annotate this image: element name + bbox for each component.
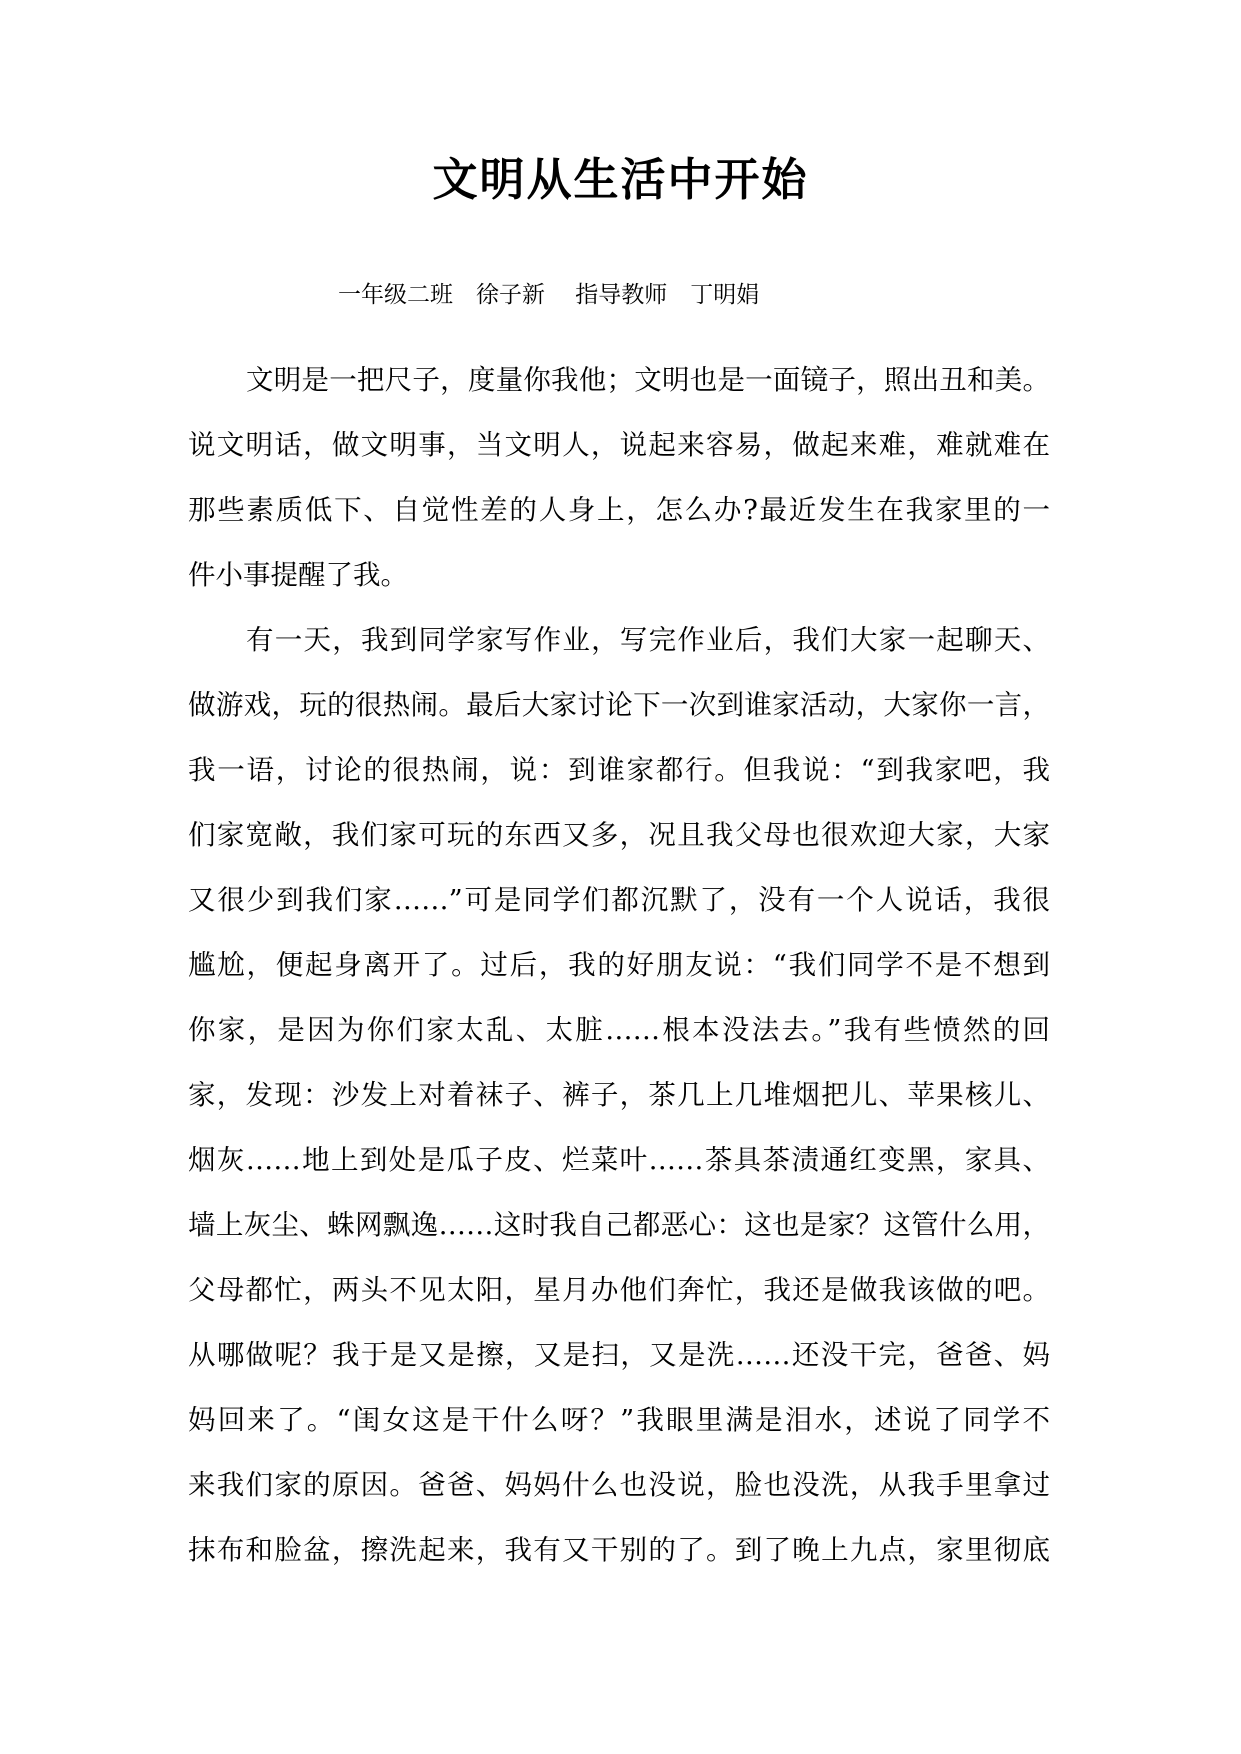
author-byline: 一年级二班 徐子新 指导教师 丁明娟 bbox=[338, 282, 760, 308]
text-line: 从哪做呢？我于是又是擦，又是扫，又是洗……还没干完，爸爸、妈 bbox=[188, 1339, 1050, 1371]
text-line: 文明是一把尺子，度量你我他；文明也是一面镜子，照出丑和美。 bbox=[246, 364, 1050, 396]
text-line: 你家，是因为你们家太乱、太脏……根本没法去。”我有些愤然的回 bbox=[188, 1014, 1050, 1046]
text-line: 有一天，我到同学家写作业，写完作业后，我们大家一起聊天、 bbox=[246, 624, 1050, 656]
text-line: 来我们家的原因。爸爸、妈妈什么也没说，脸也没洗，从我手里拿过 bbox=[188, 1469, 1050, 1501]
text-line: 尴尬，便起身离开了。过后，我的好朋友说：“我们同学不是不想到 bbox=[188, 949, 1050, 981]
body-text bbox=[188, 348, 1050, 1583]
text-line: 我一语，讨论的很热闹，说：到谁家都行。但我说：“到我家吧，我 bbox=[188, 754, 1050, 786]
text-line: 做游戏，玩的很热闹。最后大家讨论下一次到谁家活动，大家你一言， bbox=[188, 689, 1050, 721]
text-line: 们家宽敞，我们家可玩的东西又多，况且我父母也很欢迎大家，大家 bbox=[188, 819, 1050, 851]
text-line: 又很少到我们家……”可是同学们都沉默了，没有一个人说话，我很 bbox=[188, 884, 1050, 916]
text-line: 说文明话，做文明事，当文明人，说起来容易，做起来难，难就难在 bbox=[188, 429, 1050, 461]
text-line: 件小事提醒了我。 bbox=[188, 559, 408, 591]
text-line: 父母都忙，两头不见太阳，星月办他们奔忙，我还是做我该做的吧。 bbox=[188, 1274, 1050, 1306]
page-title: 文明从生活中开始 bbox=[432, 153, 809, 206]
text-line: 烟灰……地上到处是瓜子皮、烂菜叶……茶具茶渍通红变黑，家具、 bbox=[188, 1144, 1050, 1176]
text-line: 妈回来了。“闺女这是干什么呀？”我眼里满是泪水，述说了同学不 bbox=[188, 1404, 1050, 1436]
text-line: 那些素质低下、自觉性差的人身上，怎么办?最近发生在我家里的一 bbox=[188, 494, 1050, 526]
text-line: 墙上灰尘、蛛网飘逸……这时我自己都恶心：这也是家？这管什么用， bbox=[188, 1209, 1050, 1241]
text-line: 家，发现：沙发上对着袜子、裤子，茶几上几堆烟把儿、苹果核儿、 bbox=[188, 1079, 1050, 1111]
text-line: 抹布和脸盆，擦洗起来，我有又干别的了。到了晚上九点，家里彻底 bbox=[188, 1534, 1050, 1566]
